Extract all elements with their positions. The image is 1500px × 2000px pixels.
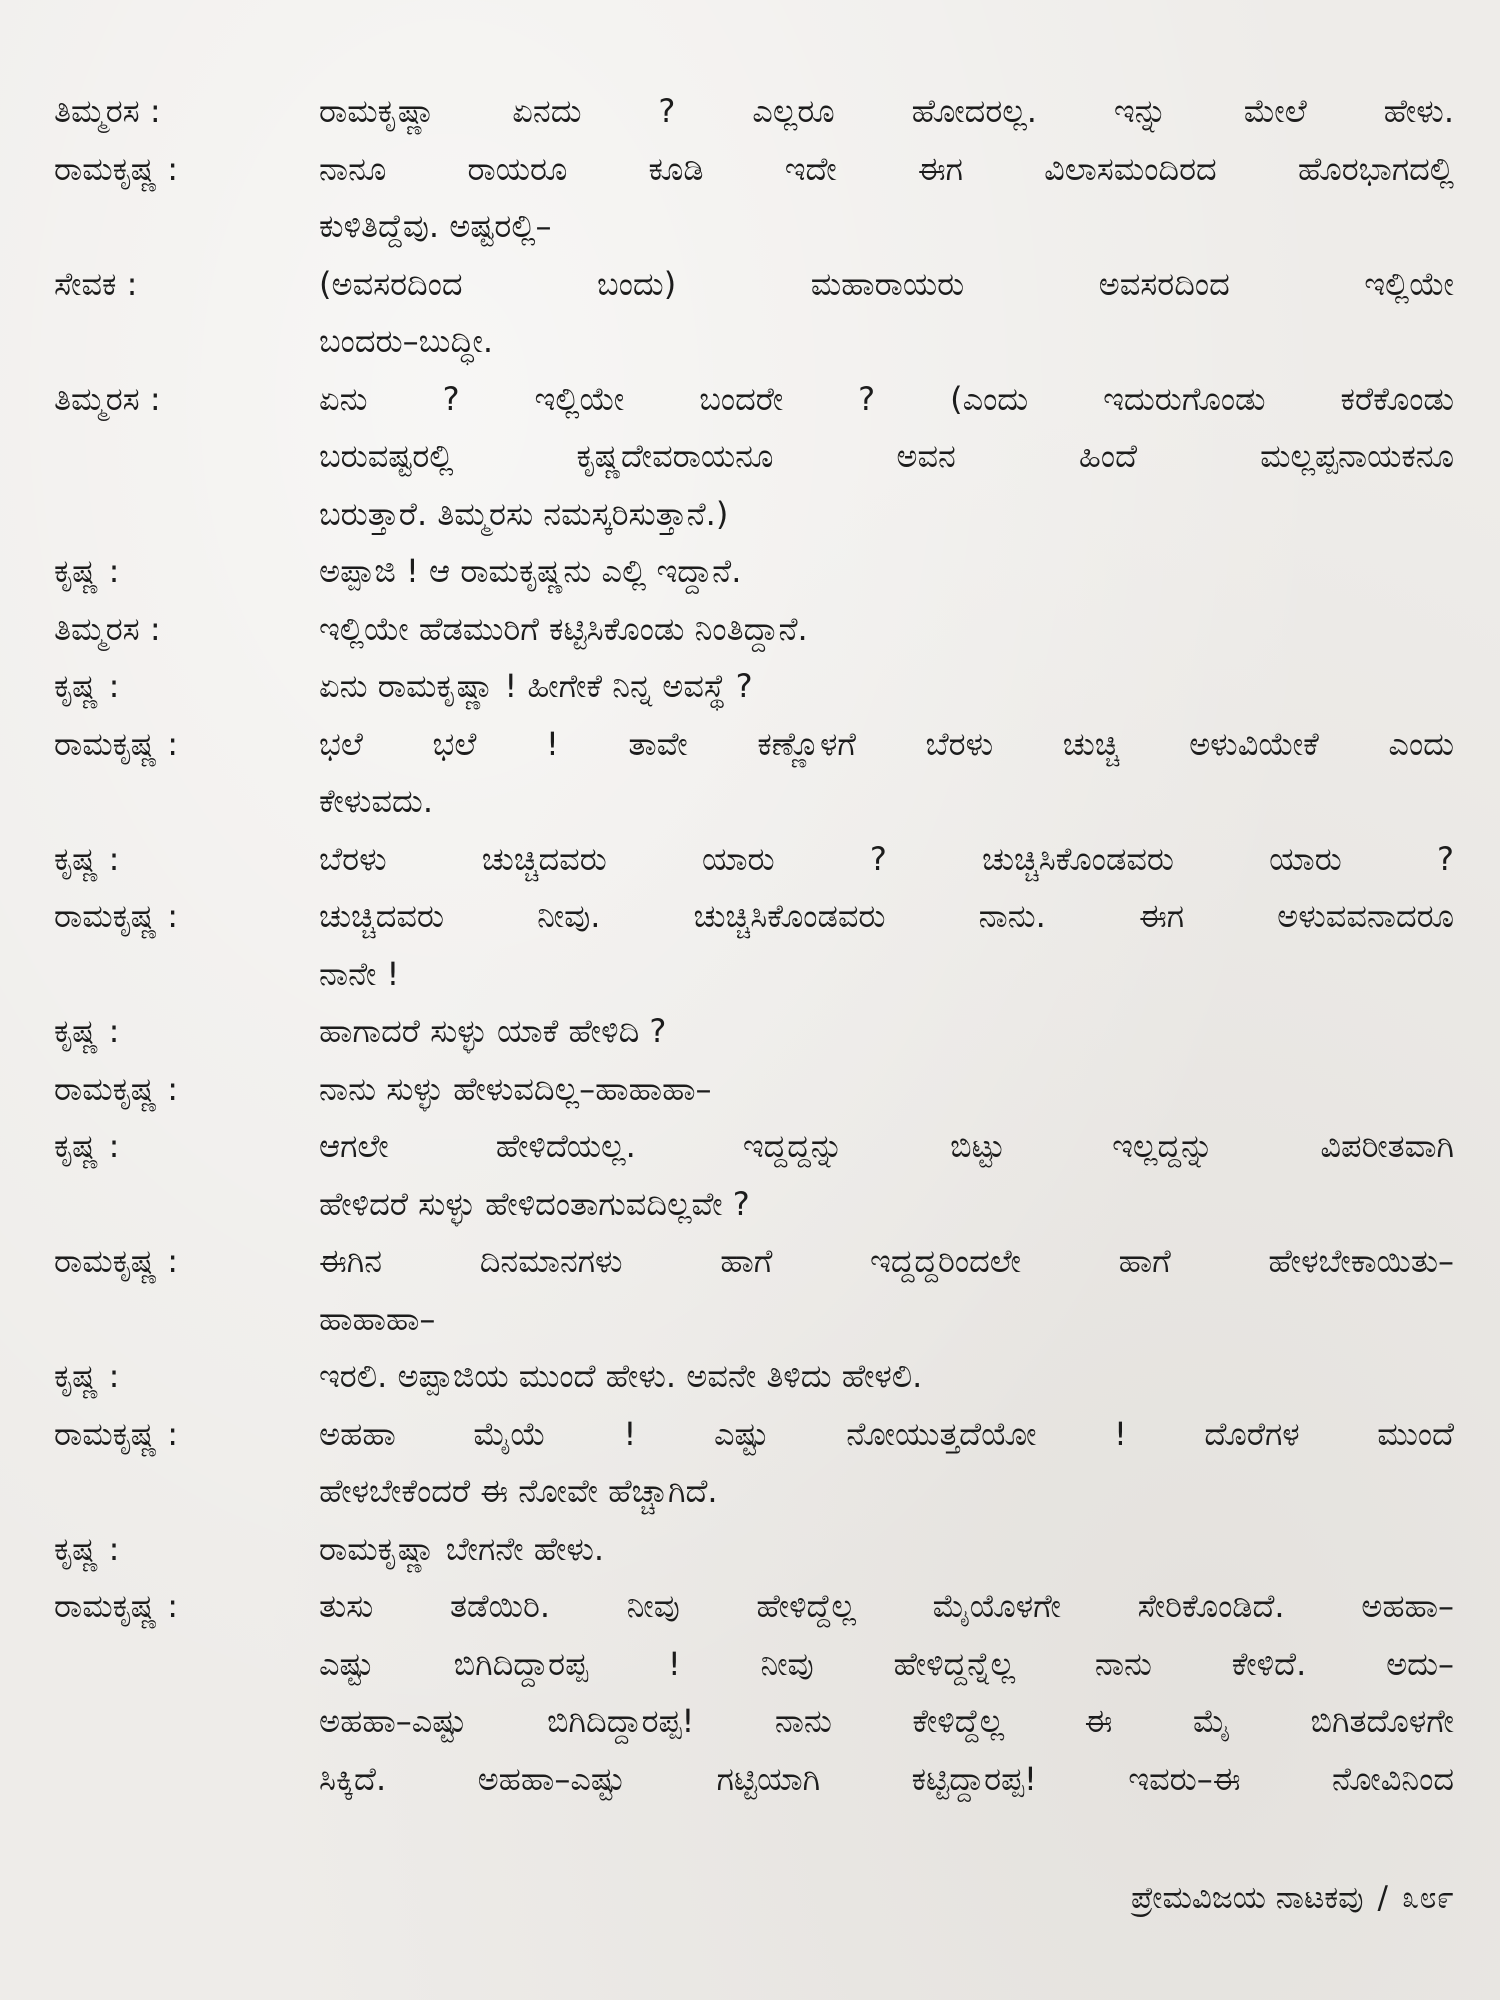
speech-line: ಆಗಲೇ ಹೇಳಿದೆಯಲ್ಲ. ಇದ್ದದ್ದನ್ನು ಬಿಟ್ಟು ಇಲ್ಲದ್ದನ್ನು ವಿಪರೀತವಾಗಿ: [319, 1127, 1454, 1165]
speech-line: ಏನು ರಾಮಕೃಷ್ಣಾ ! ಹೀಗೇಕೆ ನಿನ್ನ ಅವಸ್ಥೆ ?: [319, 667, 753, 705]
dialogue-turn: [54, 658, 1454, 716]
speech: [319, 658, 1454, 716]
dialogue-turn: [54, 601, 1454, 659]
speech-line: ನಾನೂ ರಾಯರೂ ಕೂಡಿ ಇದೇ ಈಗ ವಿಲಾಸಮಂದಿರದ ಹೊರಭಾಗದಲ್ಲಿ: [319, 149, 1454, 188]
speaker-name: ರಾಮಕೃಷ್ಣ :: [54, 1242, 179, 1280]
dialogue-turn: [54, 716, 1454, 831]
speaker-name: ಕೃಷ್ಣ :: [54, 1012, 120, 1050]
speech: [319, 1118, 1454, 1233]
speech: [319, 543, 1454, 601]
speech: [319, 1061, 1454, 1119]
speech-line: ಅಹಹಾ ಮೈಯೆ ! ಎಷ್ಟು ನೋಯುತ್ತದೆಯೋ ! ದೊರೆಗಳ ಮುಂದೆ: [319, 1414, 1454, 1453]
running-footer: [1131, 1870, 1454, 1927]
speech-line: ರಾಮಕೃಷ್ಣಾ ಏನದು ? ಎಲ್ಲರೂ ಹೋದರಲ್ಲ. ಇನ್ನು ಮೇಲೆ ಹೇಳು.: [319, 92, 1454, 130]
speech-line: ನಾನು ಸುಳ್ಳು ಹೇಳುವದಿಲ್ಲ–ಹಾಹಾಹಾ–: [319, 1069, 712, 1108]
speech: [319, 601, 1454, 659]
speech: [319, 256, 1454, 371]
speaker-name: ತಿಮ್ಮರಸ :: [54, 609, 161, 648]
speaker-name: ಕೃಷ್ಣ :: [54, 1357, 120, 1395]
speaker-name: ರಾಮಕೃಷ್ಣ :: [54, 724, 179, 763]
speech: [319, 716, 1454, 831]
speech-line: ಎಷ್ಟು ಬಿಗಿದಿದ್ದಾರಪ್ಪ ! ನೀವು ಹೇಳಿದ್ದನ್ನೆಲ್ಲ ನಾನು ಕೇಳಿದೆ. ಅದು–: [319, 1644, 1454, 1683]
speech-line: (ಅವಸರದಿಂದ ಬಂದು) ಮಹಾರಾಯರು ಅವಸರದಿಂದ ಇಲ್ಲಿಯೇ: [319, 264, 1454, 303]
speech: [319, 1233, 1454, 1348]
speaker-name: ರಾಮಕೃಷ್ಣ :: [54, 149, 179, 188]
speaker-name: ರಾಮಕೃಷ್ಣ :: [54, 1069, 179, 1108]
speech-line: ನಾನೇ !: [319, 954, 400, 993]
speech-line: ಈಗಿನ ದಿನಮಾನಗಳು ಹಾಗೆ ಇದ್ದದ್ದರಿಂದಲೇ ಹಾಗೆ ಹೇಳಬೇಕಾಯಿತು–: [319, 1242, 1454, 1280]
speech-line: ಹೇಳಿದರೆ ಸುಳ್ಳು ಹೇಳಿದಂತಾಗುವದಿಲ್ಲವೇ ?: [319, 1184, 750, 1223]
speech: [319, 1521, 1454, 1579]
speech-line: ಅಪ್ಪಾಜಿ ! ಆ ರಾಮಕೃಷ್ಣನು ಎಲ್ಲಿ ಇದ್ದಾನೆ.: [319, 552, 742, 590]
speech: [319, 371, 1454, 544]
dialogue-turn: [54, 1061, 1454, 1119]
speaker-name: ರಾಮಕೃಷ್ಣ :: [54, 1587, 179, 1625]
speech-line: ಕುಳಿತಿದ್ದೆವು. ಅಷ್ಟರಲ್ಲಿ–: [319, 207, 552, 245]
speech: [319, 1406, 1454, 1521]
speech: [319, 831, 1454, 889]
dialogue-turn: [54, 1348, 1454, 1406]
speech: [319, 1348, 1454, 1406]
speech-line: ಹಾಹಾಹಾ–: [319, 1299, 436, 1338]
dialogue-turn: [54, 888, 1454, 1003]
dialogue-turn: [54, 1233, 1454, 1348]
dialogue-turn: [54, 256, 1454, 371]
dialogue-block: [54, 83, 1454, 1808]
speech: [319, 1578, 1454, 1808]
speaker-name: ಕೃಷ್ಣ :: [54, 552, 120, 590]
speech-line: ಇಲ್ಲಿಯೇ ಹೆಡಮುರಿಗೆ ಕಟ್ಟಿಸಿಕೊಂಡು ನಿಂತಿದ್ದಾನೆ.: [319, 609, 808, 648]
dialogue-turn: [54, 1003, 1454, 1061]
speech-line: ಹೇಳಬೇಕೆಂದರೆ ಈ ನೋವೇ ಹೆಚ್ಚಾಗಿದೆ.: [319, 1472, 718, 1510]
dialogue-turn: [54, 543, 1454, 601]
speech-line: ಬರುವಷ್ಟರಲ್ಲಿ ಕೃಷ್ಣದೇವರಾಯನೂ ಅವನ ಹಿಂದೆ ಮಲ್ಲಪ್ಪನಾಯಕನೂ: [319, 437, 1454, 475]
speaker-name: ಸೇವಕ :: [54, 264, 138, 303]
page-number: ೩೮೯: [1401, 1880, 1454, 1916]
dialogue-turn: [54, 1578, 1454, 1808]
speech-line: ಅಹಹಾ–ಎಷ್ಟು ಬಿಗಿದಿದ್ದಾರಪ್ಪ! ನಾನು ಕೇಳಿದ್ದೆಲ್ಲ ಈ ಮೈ ಬಿಗಿತದೊಳಗೇ: [319, 1702, 1454, 1740]
speech: [319, 888, 1454, 1003]
speech-line: ಸಿಕ್ಕಿದೆ. ಅಹಹಾ–ಎಷ್ಟು ಗಟ್ಟಿಯಾಗಿ ಕಟ್ಟಿದ್ದಾರಪ್ಪ! ಇವರು–ಈ ನೋವಿನಿಂದ: [319, 1759, 1454, 1798]
speaker-name: ತಿಮ್ಮರಸ :: [54, 379, 161, 418]
speech-line: ಬರುತ್ತಾರೆ. ತಿಮ್ಮರಸು ನಮಸ್ಕರಿಸುತ್ತಾನೆ.): [319, 494, 729, 533]
speech-line: ತುಸು ತಡೆಯಿರಿ. ನೀವು ಹೇಳಿದ್ದೆಲ್ಲ ಮೈಯೊಳಗೇ ಸೇರಿಕೊಂಡಿದೆ. ಅಹಹಾ–: [319, 1587, 1454, 1625]
dialogue-turn: [54, 141, 1454, 256]
dialogue-turn: [54, 1118, 1454, 1233]
speaker-name: ಕೃಷ್ಣ :: [54, 667, 120, 705]
speaker-name: ರಾಮಕೃಷ್ಣ :: [54, 897, 179, 935]
speech-line: ಇರಲಿ. ಅಪ್ಪಾಜಿಯ ಮುಂದೆ ಹೇಳು. ಅವನೇ ತಿಳಿದು ಹೇಳಲಿ.: [319, 1357, 923, 1395]
speaker-name: ರಾಮಕೃಷ್ಣ :: [54, 1414, 179, 1453]
speech: [319, 83, 1454, 141]
speaker-name: ಕೃಷ್ಣ :: [54, 1127, 120, 1165]
speech-line: ಏನು ? ಇಲ್ಲಿಯೇ ಬಂದರೇ ? (ಎಂದು ಇದುರುಗೊಂಡು ಕರೆಕೊಂಡು: [319, 379, 1454, 418]
speaker-name: ಕೃಷ್ಣ :: [54, 839, 120, 878]
dialogue-turn: [54, 1521, 1454, 1579]
speaker-name: ಕೃಷ್ಣ :: [54, 1529, 120, 1568]
dialogue-turn: [54, 371, 1454, 544]
speech-line: ಚುಚ್ಚಿದವರು ನೀವು. ಚುಚ್ಚಿಸಿಕೊಂಡವರು ನಾನು. ಈಗ ಅಳುವವನಾದರೂ: [319, 897, 1454, 935]
speech-line: ಭಲೆ ಭಲೆ ! ತಾವೇ ಕಣ್ಣೊಳಗೆ ಬೆರಳು ಚುಚ್ಚಿ ಅಳುವಿಯೇಕೆ ಎಂದು: [319, 724, 1454, 763]
speaker-name: ತಿಮ್ಮರಸ :: [54, 92, 161, 130]
speech-line: ರಾಮಕೃಷ್ಣಾ ಬೇಗನೇ ಹೇಳು.: [319, 1529, 605, 1568]
speech-line: ಬೆರಳು ಚುಚ್ಚಿದವರು ಯಾರು ? ಚುಚ್ಚಿಸಿಕೊಂಡವರು ಯಾರು ?: [319, 839, 1454, 878]
book-title: ಪ್ರೇಮವಿಜಯ ನಾಟಕವು: [1131, 1880, 1364, 1916]
dialogue-turn: [54, 1406, 1454, 1521]
speech-line: ಬಂದರು–ಬುದ್ಧೀ.: [319, 322, 494, 360]
speech-line: ಕೇಳುವದು.: [319, 782, 434, 820]
speech: [319, 1003, 1454, 1061]
dialogue-turn: [54, 83, 1454, 141]
footer-separator: /: [1377, 1880, 1388, 1916]
speech: [319, 141, 1454, 256]
speech-line: ಹಾಗಾದರೆ ಸುಳ್ಳು ಯಾಕೆ ಹೇಳಿದಿ ?: [319, 1012, 667, 1050]
dialogue-turn: [54, 831, 1454, 889]
